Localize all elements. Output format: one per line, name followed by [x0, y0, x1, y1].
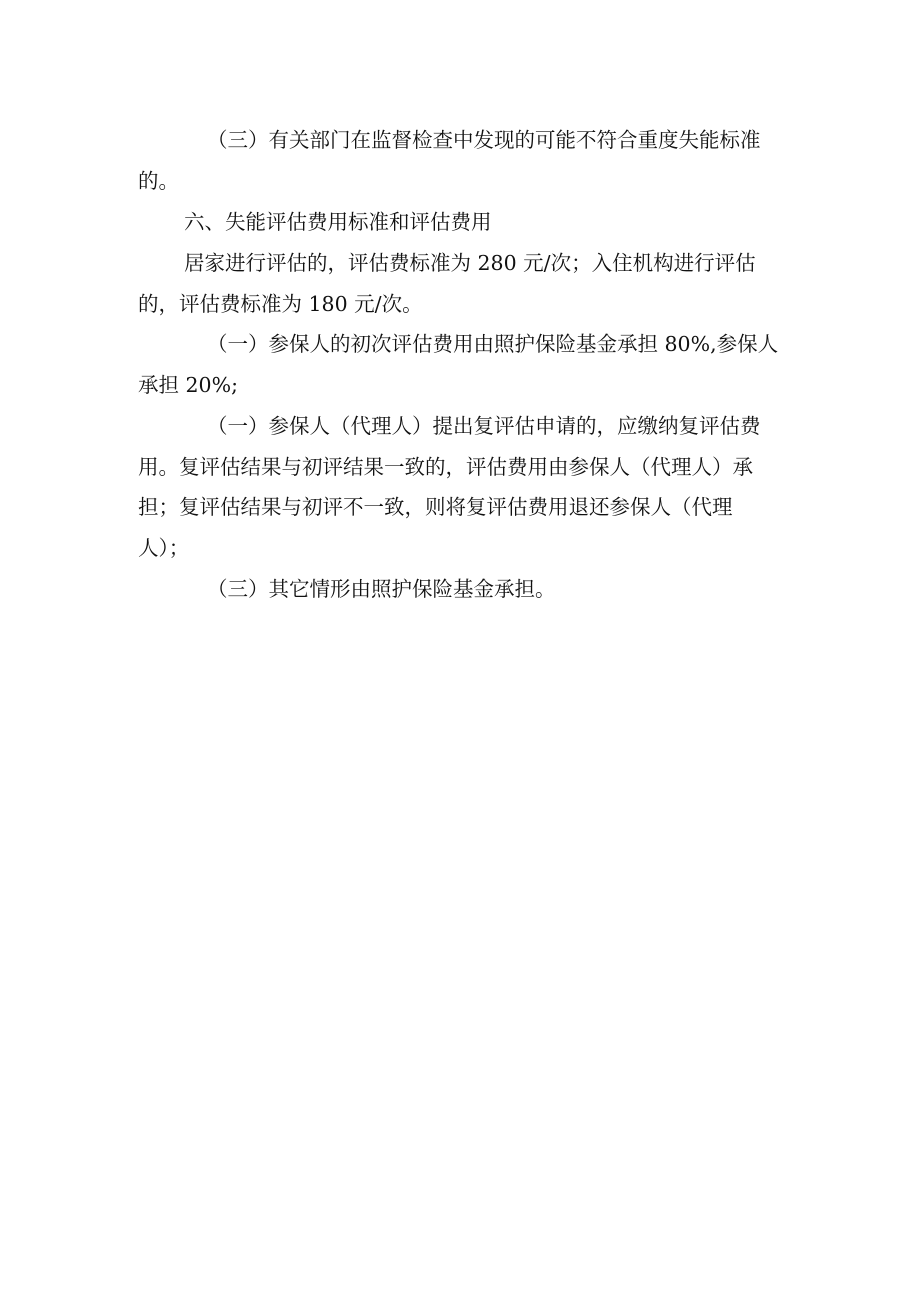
section-heading: 六、失能评估费用标准和评估费用	[184, 210, 492, 234]
item-2-line-1: （一）参保人（代理人）提出复评估申请的，应缴纳复评估费	[207, 414, 761, 438]
item-2-line-3: 担；复评估结果与初评不一致，则将复评估费用退还参保人（代理	[138, 495, 733, 519]
fee-standard-line-1: 居家进行评估的，评估费标准为 280 元/次；入住机构进行评估	[184, 251, 756, 275]
item-1-line-1: （一）参保人的初次评估费用由照护保险基金承担 80%,参保人	[207, 332, 779, 356]
item-1-line-2: 承担 20%;	[138, 373, 238, 397]
item-3-line-1: （三）其它情形由照护保险基金承担。	[207, 577, 556, 601]
item-2-line-4: 人）；	[138, 536, 190, 560]
paragraph-item-3-line-1: （三）有关部门在监督检查中发现的可能不符合重度失能标准	[207, 128, 761, 152]
fee-standard-line-2: 的，评估费标准为 180 元/次。	[138, 292, 423, 316]
paragraph-item-3-line-2: 的。	[138, 169, 179, 193]
item-2-line-2: 用。复评估结果与初评结果一致的，评估费用由参保人（代理人）承	[138, 455, 753, 479]
